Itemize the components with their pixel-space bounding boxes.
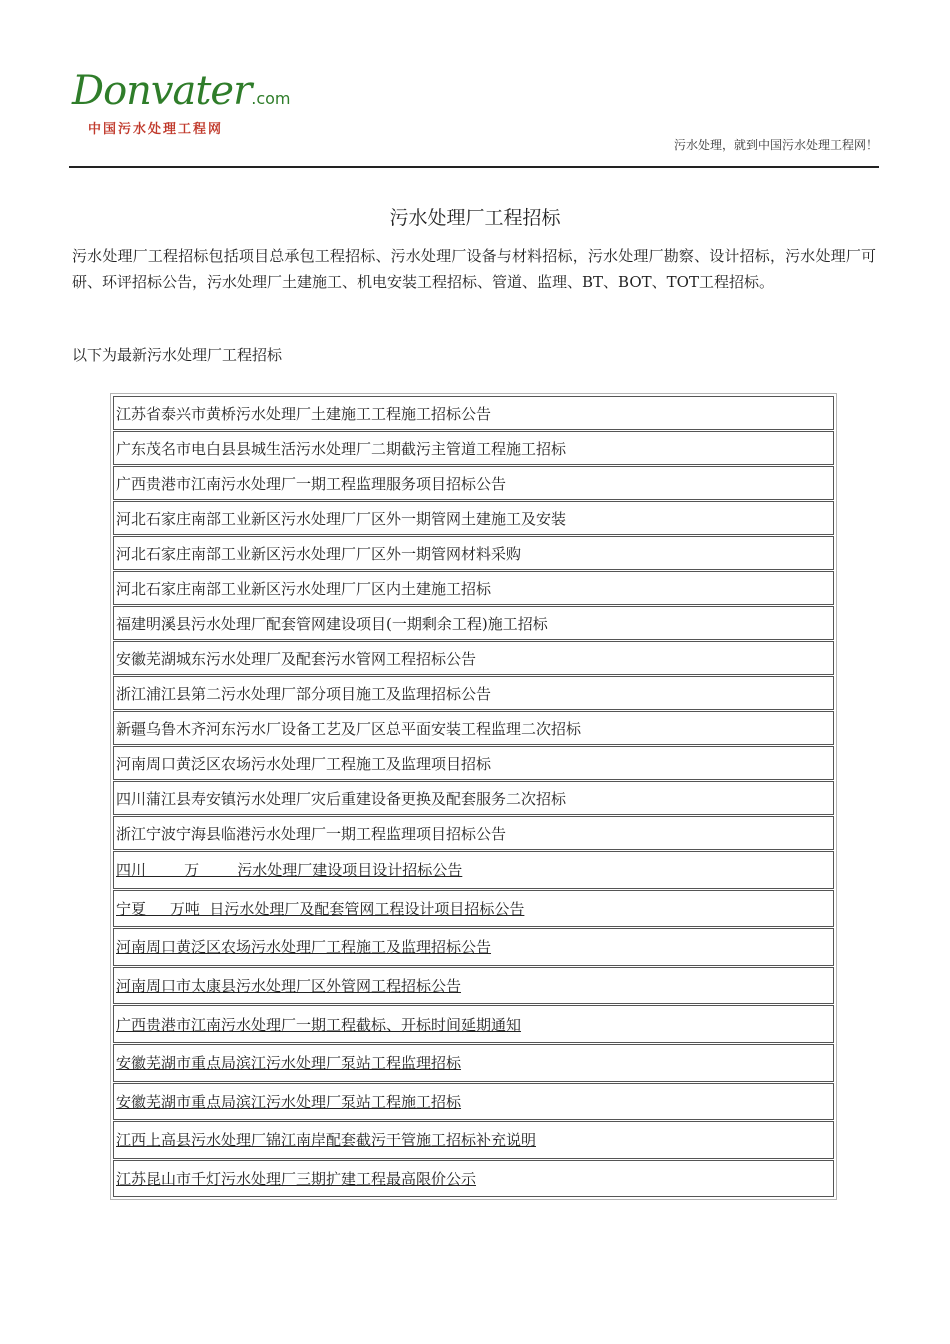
- site-logo[interactable]: [72, 68, 291, 138]
- tender-link[interactable]: 河南周口黄泛区农场污水处理厂工程施工及监理招标公告: [113, 928, 834, 966]
- logo-wordmark: [72, 68, 291, 122]
- tender-item: 浙江浦江县第二污水处理厂部分项目施工及监理招标公告: [113, 676, 834, 710]
- page-title: 污水处理厂工程招标: [389, 207, 561, 229]
- tender-link[interactable]: 宁夏 万吨 日污水处理厂及配套管网工程设计项目招标公告: [113, 890, 834, 928]
- tender-link[interactable]: 安徽芜湖市重点局滨江污水处理厂泵站工程施工招标: [113, 1083, 834, 1121]
- tender-link[interactable]: 江苏昆山市千灯污水处理厂三期扩建工程最高限价公示: [113, 1160, 834, 1198]
- header-slogan: 污水处理，就到中国污水处理工程网！: [673, 138, 878, 152]
- tender-link[interactable]: 河南周口市太康县污水处理厂区外管网工程招标公告: [113, 967, 834, 1005]
- list-heading: 以下为最新污水处理厂工程招标: [72, 346, 283, 364]
- tender-list-table: [110, 393, 837, 1200]
- logo-subtitle: 中国污水处理工程网: [88, 122, 224, 137]
- tender-link[interactable]: 四川 万 污水处理厂建设项目设计招标公告: [113, 851, 834, 889]
- logo-suffix: .com: [251, 89, 291, 108]
- tender-item: 浙江宁波宁海县临港污水处理厂一期工程监理项目招标公告: [113, 816, 834, 850]
- tender-link[interactable]: 广西贵港市江南污水处理厂一期工程截标、开标时间延期通知: [113, 1005, 834, 1043]
- logo-name: Donvater: [72, 68, 252, 114]
- tender-item: 新疆乌鲁木齐河东污水厂设备工艺及厂区总平面安装工程监理二次招标: [113, 711, 834, 745]
- tender-item: 福建明溪县污水处理厂配套管网建设项目(一期剩余工程)施工招标: [113, 606, 834, 640]
- tender-item: 江苏省泰兴市黄桥污水处理厂土建施工工程施工招标公告: [113, 396, 834, 430]
- tender-item: 河北石家庄南部工业新区污水处理厂厂区外一期管网土建施工及安装: [113, 501, 834, 535]
- tender-item: 河北石家庄南部工业新区污水处理厂厂区内土建施工招标: [113, 571, 834, 605]
- header-divider: [69, 166, 879, 168]
- tender-link[interactable]: 安徽芜湖市重点局滨江污水处理厂泵站工程监理招标: [113, 1044, 834, 1082]
- tender-item: 广西贵港市江南污水处理厂一期工程监理服务项目招标公告: [113, 466, 834, 500]
- tender-item: 四川蒲江县寿安镇污水处理厂灾后重建设备更换及配套服务二次招标: [113, 781, 834, 815]
- tender-link[interactable]: 江西上高县污水处理厂锦江南岸配套截污干管施工招标补充说明: [113, 1121, 834, 1159]
- tender-item: 河南周口黄泛区农场污水处理厂工程施工及监理项目招标: [113, 746, 834, 780]
- tender-item: 安徽芜湖城东污水处理厂及配套污水管网工程招标公告: [113, 641, 834, 675]
- tender-item: 河北石家庄南部工业新区污水处理厂厂区外一期管网材料采购: [113, 536, 834, 570]
- intro-paragraph: 污水处理厂工程招标包括项目总承包工程招标、污水处理厂设备与材料招标，污水处理厂勘察、设计招标，污水处理厂可研、环评招标公告，污水处理厂土建施工、机电安装工程招标、管道、监理、BT、BOT、TOT工程招标。: [72, 247, 876, 291]
- tender-item: 广东茂名市电白县县城生活污水处理厂二期截污主管道工程施工招标: [113, 431, 834, 465]
